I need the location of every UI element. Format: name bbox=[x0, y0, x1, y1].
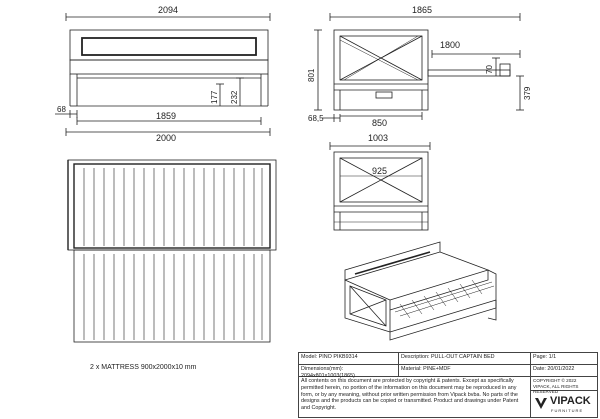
title-legal: All contents on this document are protected by copyright & patents. Except as specifically permitted herein, no portion of the information on this document may be reproduced in any form, or by any meaning, without prior written permission from Vipack bvba. No parts of the designs and the products can be copied or transmitted. Product and drawings under Patent and Copyright. bbox=[299, 377, 531, 417]
title-model: Model: PINO PIKB9314 bbox=[299, 353, 399, 365]
title-date: Date: 20/01/2022 bbox=[531, 365, 597, 377]
dim-side-pullout: 1800 bbox=[440, 40, 461, 50]
title-copyright: COPYRIGHT © 2022 VIPACK, ALL RIGHTS RESERVED bbox=[531, 377, 597, 391]
dim-front-width: 2094 bbox=[158, 5, 179, 15]
title-page: Page: 1/1 bbox=[531, 353, 597, 365]
dim-side-width: 1865 bbox=[412, 5, 433, 15]
vipack-logo-icon bbox=[534, 396, 548, 410]
end-view bbox=[330, 142, 430, 230]
dim-side-height: 801 bbox=[307, 68, 316, 82]
mattress-note: 2 x MATTRESS 900x2000x10 mm bbox=[90, 364, 197, 371]
dim-front-inner: 1859 bbox=[156, 111, 177, 121]
logo-sub: FURNITURE bbox=[551, 408, 584, 413]
isometric-view bbox=[345, 242, 496, 340]
dim-front-h2: 232 bbox=[230, 90, 239, 104]
dim-front-h1: 177 bbox=[210, 90, 219, 104]
dim-end-width: 1003 bbox=[368, 133, 389, 143]
dim-side-trundle: 379 bbox=[523, 86, 532, 100]
dim-side-inner: 850 bbox=[372, 118, 388, 128]
dim-end-inner: 925 bbox=[372, 166, 388, 176]
dim-side-gap: 70 bbox=[485, 65, 494, 74]
dim-front-overall: 2000 bbox=[156, 133, 177, 143]
title-material: Material: PINE+MDF bbox=[399, 365, 531, 377]
title-block bbox=[298, 352, 598, 418]
top-view bbox=[68, 160, 276, 342]
logo-text: VIPACK bbox=[550, 395, 591, 407]
dim-side-leg: 68,5 bbox=[308, 114, 324, 123]
vipack-logo bbox=[531, 391, 597, 417]
dim-front-leg: 68 bbox=[57, 105, 66, 114]
title-dimensions: Dimensions(mm): 2094x801x1003(1865) bbox=[299, 365, 399, 377]
title-description: Description: PULL-OUT CAPTAIN BED bbox=[399, 353, 531, 365]
